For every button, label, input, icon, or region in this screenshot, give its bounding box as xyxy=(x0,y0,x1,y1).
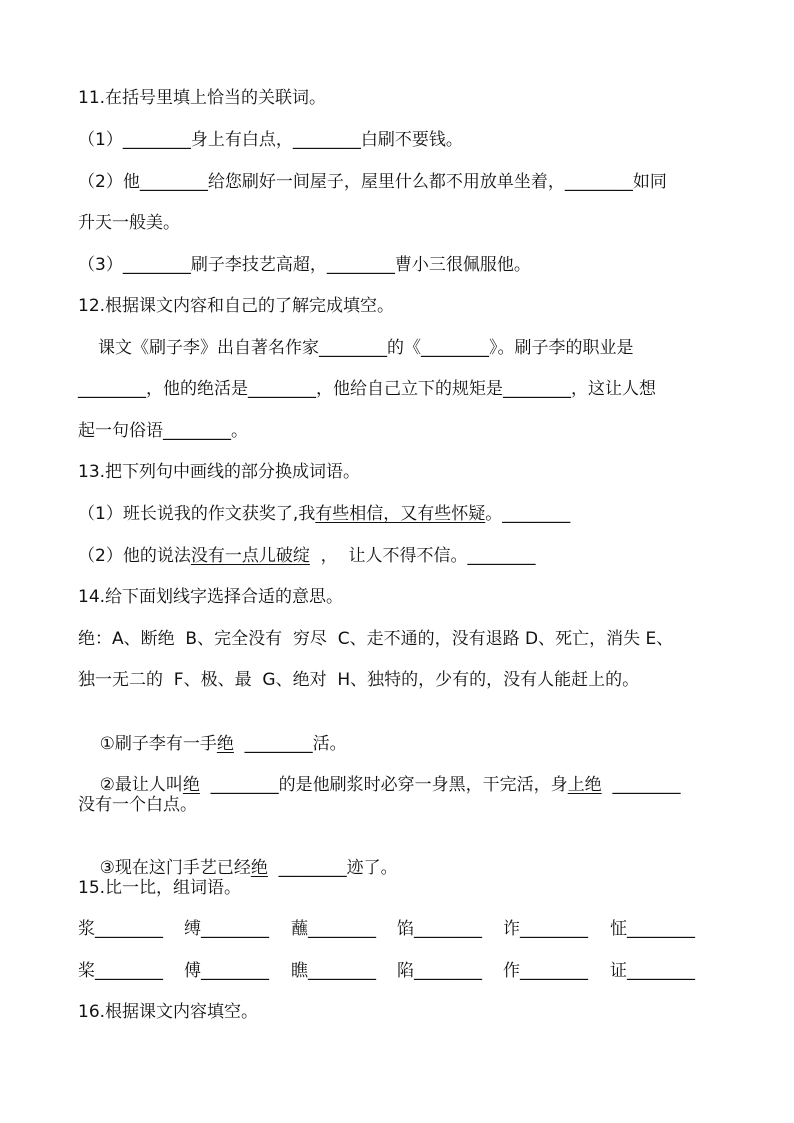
q15-title: 15.比一比，组词语。 xyxy=(78,878,242,898)
q13-s1-prefix: （1）班长说我的作文获奖了,我 xyxy=(78,504,316,524)
q14-i1-suffix: ________活。 xyxy=(233,734,347,754)
q15-word-cell: 浆________ xyxy=(78,919,163,939)
q13-s1-suffix: 。________ xyxy=(485,504,571,524)
q11-sentence-3: （3）________刷子李技艺高超，________曹小三很佩服他。 xyxy=(78,255,531,275)
q14-i1-underlined: 绝 xyxy=(216,734,234,754)
q15-word-cell: 证________ xyxy=(610,961,695,981)
q12-title: 12.根据课文内容和自己的了解完成填空。 xyxy=(78,296,395,316)
q13-sentence-2 xyxy=(78,545,535,567)
q15-row-1 xyxy=(78,918,718,940)
q15-word-cell: 作________ xyxy=(503,961,588,981)
q14-i3-prefix: ③现在这门手艺已经 xyxy=(99,858,251,878)
q14-i1-prefix: ①刷子李有一手 xyxy=(99,734,217,754)
q14-i2-underlined-1: 绝 xyxy=(182,775,200,795)
q13-sentence-1 xyxy=(78,503,570,525)
q11-title: 11.在括号里填上恰当的关联词。 xyxy=(78,88,327,108)
q12-paragraph-line-1: 课文《刷子李》出自著名作家________的《________》。刷子李的职业是 xyxy=(98,338,634,358)
q11-sentence-1: （1）________身上有白点，________白刷不要钱。 xyxy=(78,130,463,150)
q14-i3-underlined: 绝 xyxy=(250,858,268,878)
q14-i3-suffix: ________迹了。 xyxy=(267,858,398,878)
q16-title: 16.根据课文内容填空。 xyxy=(78,1002,259,1022)
q15-word-cell: 怔________ xyxy=(610,919,695,939)
q14-i2-prefix: ②最让人叫 xyxy=(99,775,183,795)
q15-word-cell: 蘸________ xyxy=(291,919,376,939)
q15-word-cell: 馅________ xyxy=(397,919,482,939)
q13-s2-suffix: ， 让人不得不信。________ xyxy=(309,546,536,566)
q14-i2-underlined-2: 上绝 xyxy=(567,775,602,795)
q14-i2-middle: ________的是他刷浆时必穿一身黑，干完活，身 xyxy=(199,775,568,795)
q12-paragraph-line-2: ________，他的绝活是________，他给自己立下的规矩是________，这让人想 xyxy=(78,379,656,399)
q14-definitions-line-2: 独一无二的 F、极、最 G、绝对 H、独特的，少有的，没有人能赶上的。 xyxy=(78,670,640,690)
q13-s1-underlined: 有些相信，又有些怀疑 xyxy=(315,504,486,524)
q13-title: 13.把下列句中画线的部分换成词语。 xyxy=(78,462,361,482)
q14-title: 14.给下面划线字选择合适的意思。 xyxy=(78,587,344,607)
q13-s2-underlined: 没有一点儿破绽 xyxy=(190,546,310,566)
q15-word-cell: 瞧________ xyxy=(291,961,376,981)
q14-definitions-line-1: 绝：A、断绝 B、完全没有 穷尽 C、走不通的，没有退路 D、死亡，消失 E、 xyxy=(78,629,674,649)
q15-word-cell: 诈________ xyxy=(503,919,588,939)
q15-row-2 xyxy=(78,960,718,982)
q15-word-cell: 陷________ xyxy=(397,961,482,981)
q15-word-cell: 傅________ xyxy=(184,961,269,981)
q15-word-cell: 桨________ xyxy=(78,961,163,981)
q11-sentence-2: （2）他________给您刷好一间屋子，屋里什么都不用放单坐着，________如同 xyxy=(78,172,667,192)
q15-word-cell: 缚________ xyxy=(184,919,269,939)
q13-s2-prefix: （2）他的说法 xyxy=(78,546,191,566)
q12-paragraph-line-3: 起一句俗语________。 xyxy=(78,421,248,441)
q11-sentence-2-continued: 升天一般美。 xyxy=(78,213,180,233)
q14-i2-suffix: ________ xyxy=(601,775,681,795)
q14-item-2-continued: 没有一个白点。 xyxy=(78,795,197,815)
